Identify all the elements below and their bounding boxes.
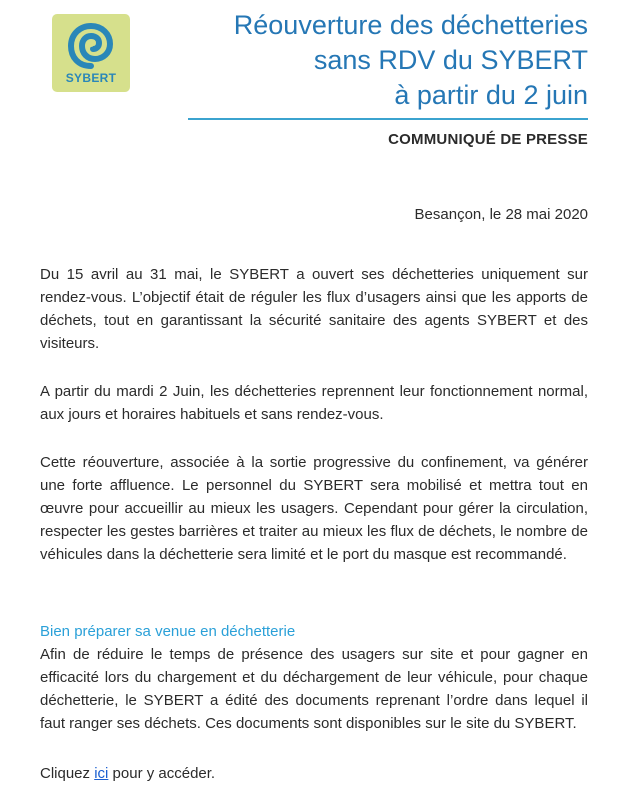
spiral-icon <box>68 22 114 70</box>
title-line-1: Réouverture des déchetteries <box>233 10 588 40</box>
cta-prefix: Cliquez <box>40 765 95 782</box>
paragraph-3: Cette réouverture, associée à la sortie progressive du confinement, va générer une forte affluence. Le personnel du SYBERT sera mobilisé et mettra tout en œuvre pour accueillir au mieux les usagers. Cependant pour gérer la circulation, respecter les gestes barrières et traiter au mieux les flux de déchets, le nombre de véhicules dans la déchetterie sera limité et le port du masque est recommandé. <box>40 454 588 563</box>
press-release-label: COMMUNIQUÉ DE PRESSE <box>388 131 588 148</box>
paragraph-2: A partir du mardi 2 Juin, les déchetteries reprennent leur fonctionnement normal, aux jours et horaires habituels et sans rendez-vous. <box>40 383 588 423</box>
sybert-logo <box>52 14 130 92</box>
section-body: Afin de réduire le temps de présence des usagers sur site et pour gagner en efficacité lors du chargement et du déchargement de leur véhicule, pour chaque déchetterie, le SYBERT a édité des documents reprenant l’ordre dans lequel il faut ranger ses déchets. Ces documents sont disponibles sur le site du SYBERT. <box>40 646 588 732</box>
call-to-action <box>40 762 215 785</box>
title-line-2: sans RDV du SYBERT <box>313 45 588 75</box>
title-divider <box>188 118 588 120</box>
title-line-3: à partir du 2 juin <box>394 80 588 110</box>
date-line: Besançon, le 28 mai 2020 <box>414 206 588 223</box>
logo-text: SYBERT <box>65 71 117 85</box>
cta-suffix: pour y accéder. <box>108 765 216 782</box>
cta-link[interactable]: ici <box>94 765 109 782</box>
page-title <box>234 8 588 113</box>
paragraph-1: Du 15 avril au 31 mai, le SYBERT a ouvert ses déchetteries uniquement sur rendez-vous. L’objectif était de réguler les flux d’usagers ainsi que les apports de déchets, tout en garantissant la sécurité sanitaire des agents SYBERT et des visiteurs. <box>40 266 588 352</box>
section-heading: Bien préparer sa venue en déchetterie <box>40 623 296 640</box>
